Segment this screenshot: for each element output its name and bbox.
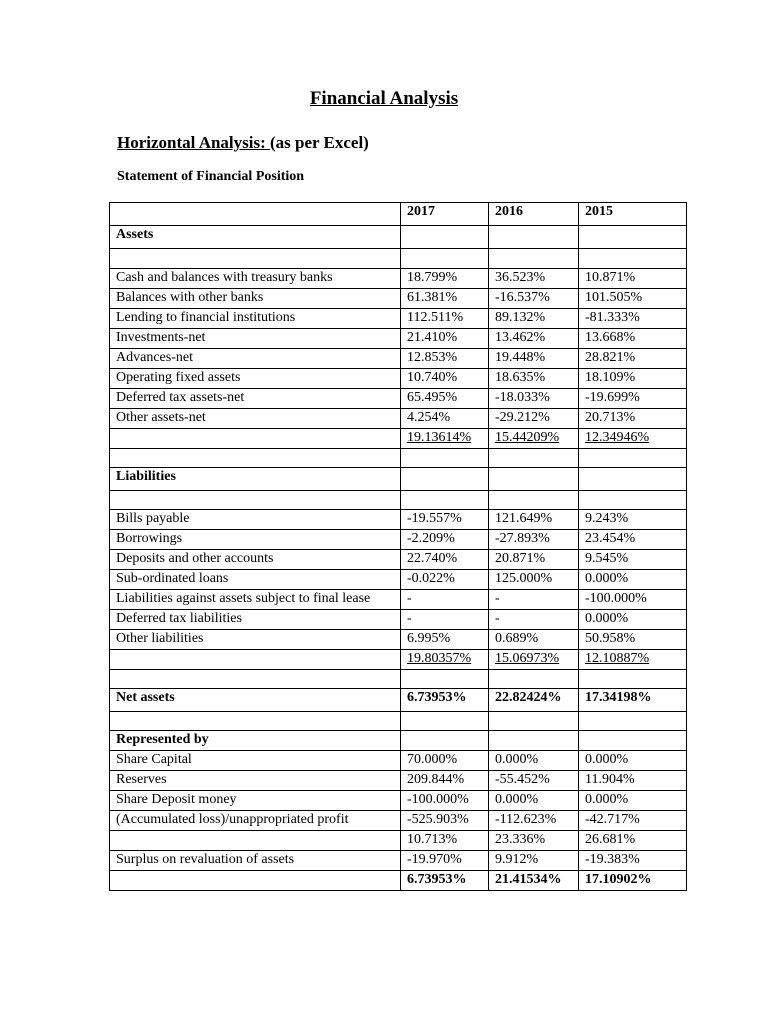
- value-cell: 121.649%: [489, 510, 579, 530]
- net-assets-row: [110, 689, 687, 712]
- value-cell: -100.000%: [401, 791, 489, 811]
- total-cell: 6.73953%: [401, 871, 489, 891]
- value-cell: 18.799%: [401, 269, 489, 289]
- row-label: Sub-ordinated loans: [110, 570, 401, 590]
- liabilities-heading-row: [110, 468, 687, 491]
- table-row: [110, 349, 687, 369]
- table-row: [110, 811, 687, 831]
- value-cell: 22.82424%: [489, 689, 579, 712]
- total-cell: 12.34946%: [579, 429, 687, 449]
- assets-heading-row: [110, 226, 687, 249]
- table-row: [110, 590, 687, 610]
- row-label: Balances with other banks: [110, 289, 401, 309]
- table-row: [110, 751, 687, 771]
- value-cell: -: [489, 610, 579, 630]
- value-cell: 112.511%: [401, 309, 489, 329]
- total-cell: 21.41534%: [489, 871, 579, 891]
- table-row: [110, 630, 687, 650]
- value-cell: -525.903%: [401, 811, 489, 831]
- value-cell: 9.243%: [579, 510, 687, 530]
- value-cell: -112.623%: [489, 811, 579, 831]
- group-heading: Represented by: [110, 731, 401, 751]
- value-cell: 0.000%: [579, 610, 687, 630]
- subtotal-cell: 26.681%: [579, 831, 687, 851]
- section-heading: Statement of Financial Position: [117, 169, 305, 184]
- value-cell: -: [489, 590, 579, 610]
- financial-position-table: [109, 202, 687, 891]
- value-cell: -19.383%: [579, 851, 687, 871]
- value-cell: 12.853%: [401, 349, 489, 369]
- value-cell: 0.000%: [579, 791, 687, 811]
- row-label: Operating fixed assets: [110, 369, 401, 389]
- value-cell: 21.410%: [401, 329, 489, 349]
- row-label: Other assets-net: [110, 409, 401, 429]
- value-cell: 0.000%: [579, 570, 687, 590]
- value-cell: 11.904%: [579, 771, 687, 791]
- table-row: [110, 791, 687, 811]
- value-cell: -: [401, 590, 489, 610]
- value-cell: 19.448%: [489, 349, 579, 369]
- group-heading: Liabilities: [110, 468, 401, 491]
- year-header-row: [110, 203, 687, 226]
- row-label: Surplus on revaluation of assets: [110, 851, 401, 871]
- table-row: [110, 369, 687, 389]
- value-cell: -55.452%: [489, 771, 579, 791]
- table-row: [110, 530, 687, 550]
- blank-row: [110, 249, 687, 269]
- row-label: Cash and balances with treasury banks: [110, 269, 401, 289]
- value-cell: 9.545%: [579, 550, 687, 570]
- value-cell: 70.000%: [401, 751, 489, 771]
- blank-row: [110, 491, 687, 510]
- blank-row: [110, 449, 687, 468]
- value-cell: -19.970%: [401, 851, 489, 871]
- analysis-subtitle: [117, 133, 369, 153]
- row-label: Share Capital: [110, 751, 401, 771]
- value-cell: 6.995%: [401, 630, 489, 650]
- row-label: Liabilities against assets subject to final lease: [110, 590, 401, 610]
- value-cell: -42.717%: [579, 811, 687, 831]
- year-header: 2015: [579, 203, 687, 226]
- grand-total-row: [110, 871, 687, 891]
- value-cell: 18.635%: [489, 369, 579, 389]
- row-label: Reserves: [110, 771, 401, 791]
- value-cell: 22.740%: [401, 550, 489, 570]
- value-cell: 65.495%: [401, 389, 489, 409]
- value-cell: -29.212%: [489, 409, 579, 429]
- row-label: Net assets: [110, 689, 401, 712]
- subtitle-rest: (as per Excel): [270, 133, 369, 152]
- value-cell: 61.381%: [401, 289, 489, 309]
- table-row: [110, 309, 687, 329]
- value-cell: 101.505%: [579, 289, 687, 309]
- table-row: [110, 510, 687, 530]
- liabilities-total-row: [110, 650, 687, 670]
- subtotal-cell: 10.713%: [401, 831, 489, 851]
- row-label: Bills payable: [110, 510, 401, 530]
- blank-row: [110, 712, 687, 731]
- year-header: 2017: [401, 203, 489, 226]
- page-title: Financial Analysis: [309, 88, 459, 109]
- row-label: Advances-net: [110, 349, 401, 369]
- total-cell: 19.80357%: [401, 650, 489, 670]
- total-cell: 17.10902%: [579, 871, 687, 891]
- value-cell: 0.000%: [579, 751, 687, 771]
- total-cell: 12.10887%: [579, 650, 687, 670]
- value-cell: 9.912%: [489, 851, 579, 871]
- blank-row: [110, 670, 687, 689]
- represented-by-heading-row: [110, 731, 687, 751]
- value-cell: 125.000%: [489, 570, 579, 590]
- header-empty-cell: [110, 203, 401, 226]
- value-cell: 50.958%: [579, 630, 687, 650]
- value-cell: -81.333%: [579, 309, 687, 329]
- value-cell: 10.871%: [579, 269, 687, 289]
- value-cell: -19.557%: [401, 510, 489, 530]
- value-cell: 20.871%: [489, 550, 579, 570]
- row-label: Deposits and other accounts: [110, 550, 401, 570]
- row-label: Other liabilities: [110, 630, 401, 650]
- value-cell: 23.454%: [579, 530, 687, 550]
- table-row: [110, 570, 687, 590]
- value-cell: 17.34198%: [579, 689, 687, 712]
- row-label: Share Deposit money: [110, 791, 401, 811]
- subtitle-underlined: Horizontal Analysis:: [117, 133, 271, 152]
- value-cell: 209.844%: [401, 771, 489, 791]
- assets-total-row: [110, 429, 687, 449]
- value-cell: 10.740%: [401, 369, 489, 389]
- value-cell: 4.254%: [401, 409, 489, 429]
- row-label: Lending to financial institutions: [110, 309, 401, 329]
- value-cell: -2.209%: [401, 530, 489, 550]
- table-row: [110, 550, 687, 570]
- table-row: [110, 329, 687, 349]
- subtotal-cell: 23.336%: [489, 831, 579, 851]
- table-row: [110, 269, 687, 289]
- table-row: [110, 851, 687, 871]
- value-cell: 0.000%: [489, 791, 579, 811]
- value-cell: -18.033%: [489, 389, 579, 409]
- total-cell: 19.13614%: [401, 429, 489, 449]
- row-label: Investments-net: [110, 329, 401, 349]
- value-cell: -0.022%: [401, 570, 489, 590]
- value-cell: -16.537%: [489, 289, 579, 309]
- value-cell: 13.668%: [579, 329, 687, 349]
- equity-subtotal-row: [110, 831, 687, 851]
- row-label: Borrowings: [110, 530, 401, 550]
- total-cell: 15.44209%: [489, 429, 579, 449]
- value-cell: 89.132%: [489, 309, 579, 329]
- row-label: (Accumulated loss)/unappropriated profit: [110, 811, 401, 831]
- row-label: Deferred tax liabilities: [110, 610, 401, 630]
- value-cell: 6.73953%: [401, 689, 489, 712]
- value-cell: -19.699%: [579, 389, 687, 409]
- value-cell: -: [401, 610, 489, 630]
- value-cell: 36.523%: [489, 269, 579, 289]
- table-row: [110, 389, 687, 409]
- group-heading: Assets: [110, 226, 401, 249]
- table-row: [110, 289, 687, 309]
- value-cell: -27.893%: [489, 530, 579, 550]
- value-cell: 28.821%: [579, 349, 687, 369]
- table-row: [110, 771, 687, 791]
- row-label: Deferred tax assets-net: [110, 389, 401, 409]
- value-cell: 0.000%: [489, 751, 579, 771]
- year-header: 2016: [489, 203, 579, 226]
- table-row: [110, 610, 687, 630]
- value-cell: 0.689%: [489, 630, 579, 650]
- total-cell: 15.06973%: [489, 650, 579, 670]
- value-cell: 13.462%: [489, 329, 579, 349]
- value-cell: 20.713%: [579, 409, 687, 429]
- value-cell: 18.109%: [579, 369, 687, 389]
- value-cell: -100.000%: [579, 590, 687, 610]
- table-row: [110, 409, 687, 429]
